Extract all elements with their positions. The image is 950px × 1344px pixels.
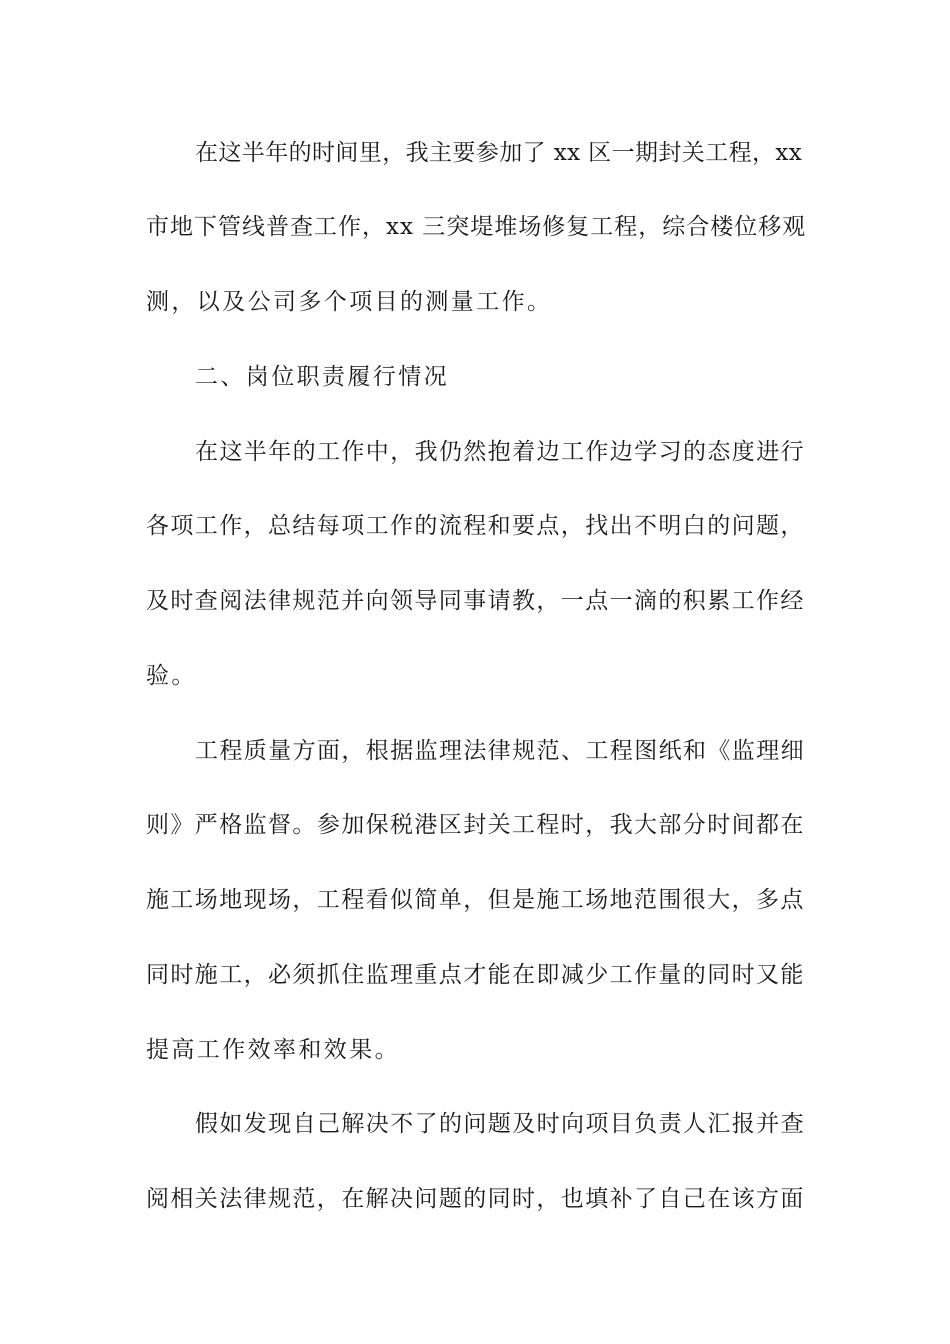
paragraph-4-line-1: 假如发现自己解决不了的问题及时向项目负责人汇报并查: [195, 1111, 805, 1137]
paragraph-1-line-3: 测，以及公司多个项目的测量工作。: [146, 289, 553, 315]
paragraph-1-line-2: 市地下管线普查工作，xx 三突堤堆场修复工程，综合楼位移观: [146, 214, 807, 240]
paragraph-3-line-3: 施工场地现场，工程看似简单，但是施工场地范围很大，多点: [146, 887, 805, 913]
paragraph-3-line-1: 工程质量方面，根据监理法律规范、工程图纸和《监理细: [195, 738, 805, 764]
section-heading: 二、岗位职责履行情况: [195, 364, 449, 390]
paragraph-2-line-3: 及时查阅法律规范并向领导同事请教，一点一滴的积累工作经: [146, 588, 805, 614]
paragraph-3-line-4: 同时施工，必须抓住监理重点才能在即减少工作量的同时又能: [146, 962, 805, 988]
paragraph-4-line-2: 阅相关法律规范，在解决问题的同时，也填补了自己在该方面: [146, 1186, 805, 1212]
paragraph-2-line-2: 各项工作，总结每项工作的流程和要点，找出不明白的问题，: [146, 513, 805, 539]
paragraph-2-line-1: 在这半年的工作中，我仍然抱着边工作边学习的态度进行: [195, 439, 805, 465]
paragraph-3-line-5: 提高工作效率和效果。: [146, 1037, 400, 1063]
paragraph-3-line-2: 则》严格监督。参加保税港区封关工程时，我大部分时间都在: [146, 812, 805, 838]
paragraph-2-line-4: 验。: [146, 663, 197, 689]
paragraph-1-line-1: 在这半年的时间里，我主要参加了 xx 区一期封关工程，xx: [195, 140, 803, 166]
